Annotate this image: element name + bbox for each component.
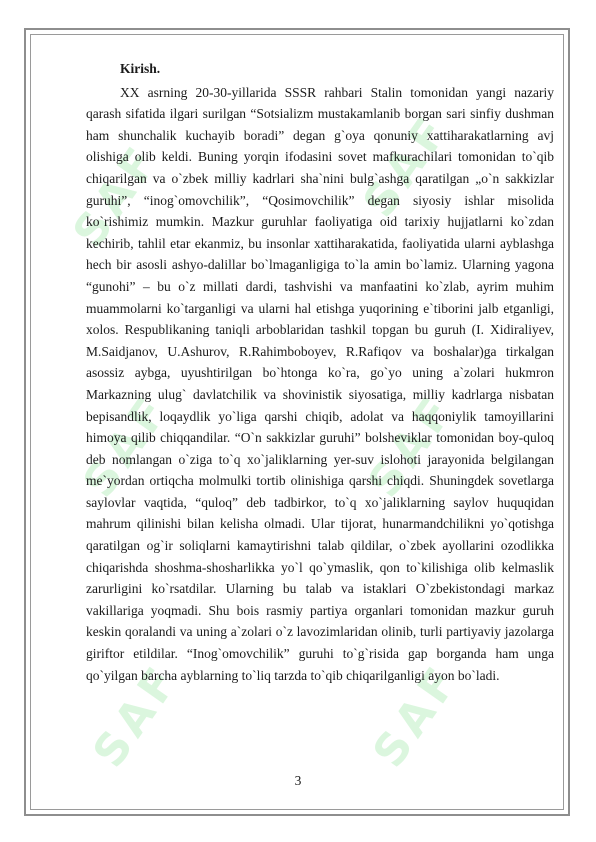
- watermark-middle-left: SAF: [73, 384, 181, 507]
- watermark-bottom-right: SAF: [363, 654, 471, 777]
- section-heading: Kirish.: [120, 61, 161, 76]
- watermark-top-right: SAF: [353, 104, 461, 227]
- watermark-middle-right: SAF: [358, 384, 466, 507]
- watermark-top-left: SAF: [63, 134, 171, 257]
- body-paragraph: XX asrning 20-30-yillarida SSSR rahbari Stalin tomonidan yangi nazariy qarash sifatida ilgari surilgan “Sotsializm mustakamlanib borgan sari sinfiy dushman ham shunchalik kuchayib boradi” degan g`oya qonuniy xattiharakatlarning avj olishiga olib keldi. Buning yorqin ifodasini sovet mafkurachilari tomonidan to`qib chiqarilgan va o`zbek milliy kadrlari sha`nini bulg`ashga qaratilgan „o`n sakkizlar guruhi”, “inog`omovchilik”, “Qosimovchilik” degan siyosiy ishlar misolida ko`rishimiz mumkin. Mazkur guruhlar faoliyatiga oid tarixiy hujjatlarni ko`zdan kechirib, tahlil etar ekanmiz, bu insonlar xattiharakatida, faoliyatida ularni ayblashga hech bir asosli ashyo-dalillar bo`lmaganligiga to`la amin bo`lamiz. Ularning yagona “gunohi” – bu o`z millati dardi, tashvishi va manfaatini ko`zlab, ayrim muhim muammolarni ko`targanligi va ularni hal etishga yuqorining e`tiborini jalb etganligi, xolos. Respublikaning taniqli arboblaridan tashkil topgan bu guruh (I. Xidiraliyev, M.Saidjanov, U.Ashurov, R.Rahimboboyev, R.Rafiqov va boshalar)ga tirkalgan asossiz aybga, uyushtirilgan bo`htonga ko`ra, go`yo uning a`zolari hukmron Markazning ulug` davlatchilik va shovinistik siyosatiga, milliy kadrlarga nisbatan bepisandlik, loqaydlik yo`liga qarshi chiqib, adolat va haqqoniylik tamoyillarini himoya qilib chiqqandilar. “O`n sakkizlar guruhi” bolsheviklar tomonidan boy-quloq deb nomlangan o`ziga to`q xo`jaliklarning yer-suv islohoti jarayonida belgilangan me`yordan ortiqcha molmulki tortib olinishiga qarshi chiqdi. Shuningdek sovetlarga saylovlar vaqtida, “quloq” deb tadbirkor, to`q xo`jaliklarning saylov huquqidan mahrum qilinishi bilan kelisha olmadi. Ular tijorat, hunarmandchilikni yo`qotishga qaratilgan og`ir soliqlarni kamaytirishni talab qildilar, o`zbek ayollarini ozodlikka chiqarishda shoshma-shosharlikka yo`l qo`ymaslik, qon to`kilishiga olib kelmaslik zarurligini ko`rsatdilar. Ularning bu talab va istaklari O`zbekistondagi markaz vakillariga yoqmadi. Shu bois rasmiy partiya organlari tomonidan mazkur guruh keskin qoralandi va uning a`zolari o`z lavozimlaridan olinib, turli partiyaviy jazolarga giriftor etildilar. “Inog`omovchilik” guruhi to`g`risida gap borganda ham unga qo`yilgan barcha ayblarning to`liq tarzda to`qib chiqarilganligi ayon bo`ladi.: [86, 84, 554, 683]
- page-number: 3: [294, 773, 302, 788]
- watermark-bottom-left: SAF: [83, 654, 191, 777]
- document-body: [86, 58, 554, 686]
